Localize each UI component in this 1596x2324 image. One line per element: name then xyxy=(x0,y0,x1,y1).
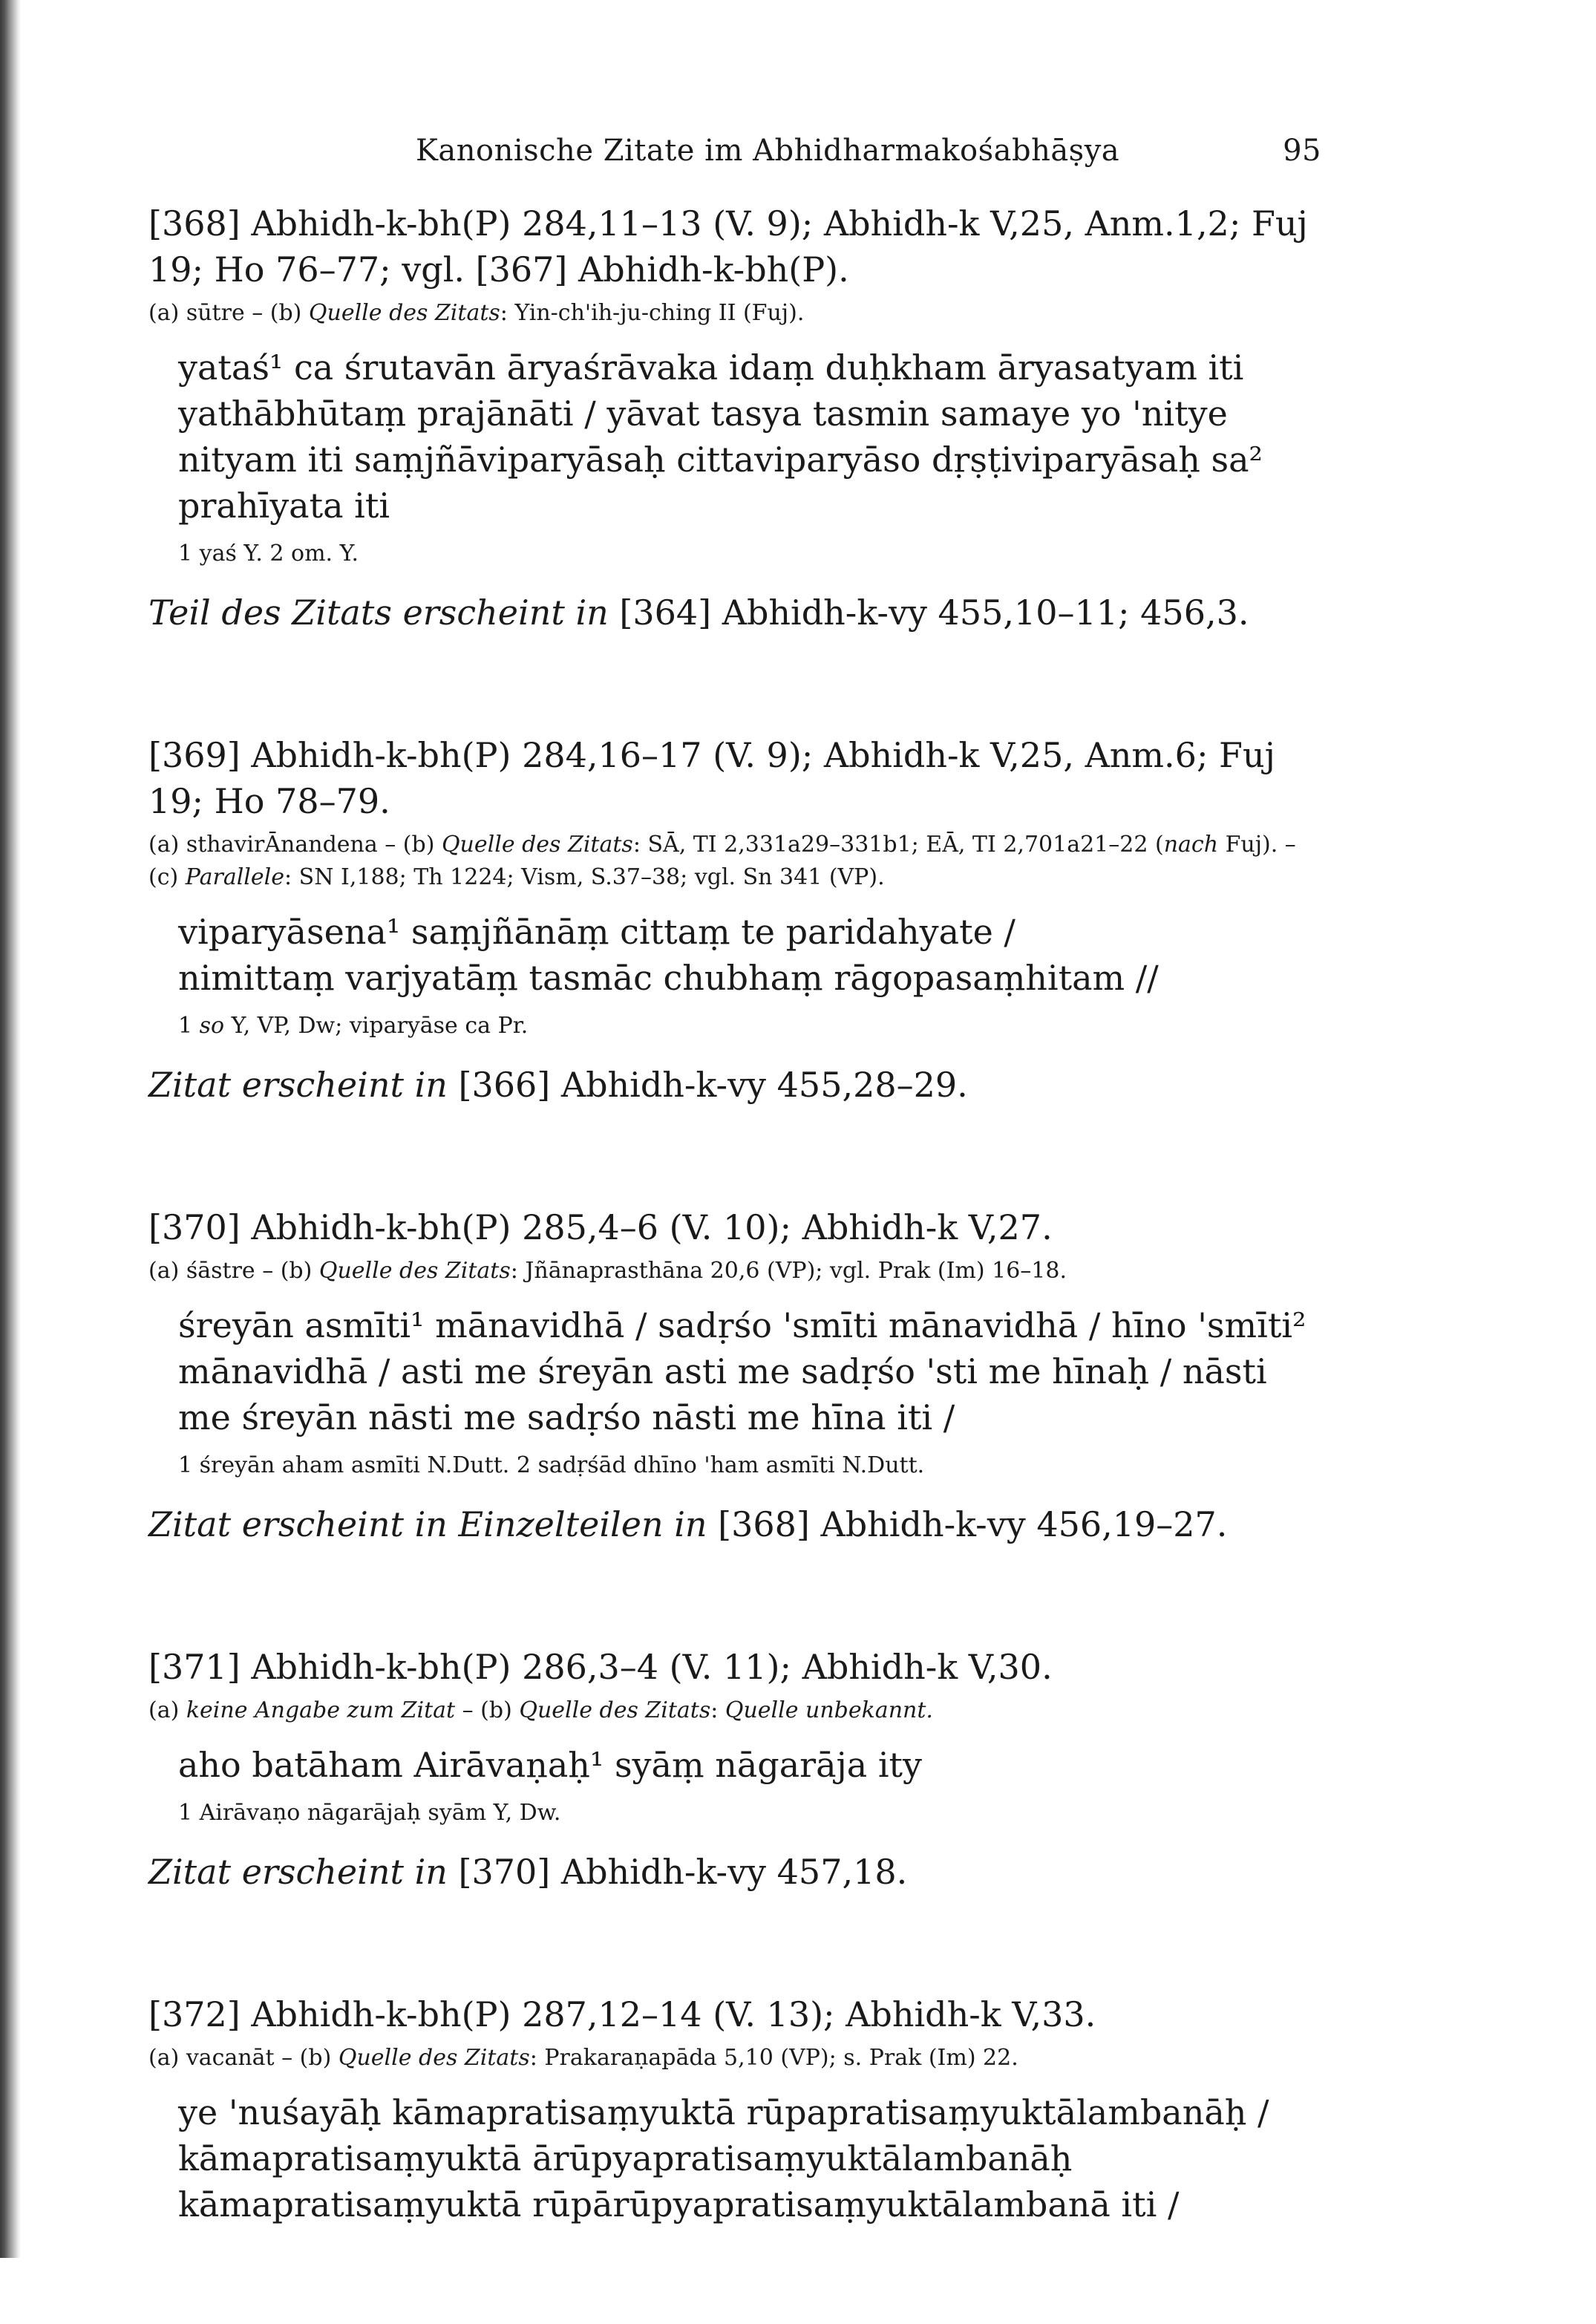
entry-370 xyxy=(148,1204,1329,1547)
entry-reference: [370] Abhidh-k-bh(P) 285,4–6 (V. 10); Abhidh-k V,27. xyxy=(148,1207,1053,1247)
verse-line: nimittaṃ varjyatāṃ tasmāc chubhaṃ rāgopasaṃhitam // xyxy=(178,958,1159,998)
entry-reference: [369] Abhidh-k-bh(P) 284,16–17 (V. 9); Abhidh-k V,25, Anm.6; Fuj 19; Ho 78–79. xyxy=(148,735,1275,821)
entry-meta: (a) keine Angabe zum Zitat – (b) Quelle des Zitats: Quelle unbekannt. xyxy=(148,1697,933,1723)
appears-in: Zitat erscheint in [370] Abhidh-k-vy 457,18. xyxy=(148,1852,908,1892)
entry-369 xyxy=(148,732,1329,1108)
entry-meta: (a) śāstre – (b) Quelle des Zitats: Jñānaprasthāna 20,6 (VP); vgl. Prak (Im) 16–18. xyxy=(148,1258,1067,1284)
footnote: 1 yaś Y. 2 om. Y. xyxy=(178,541,359,567)
entry-368 xyxy=(148,200,1329,636)
entry-372 xyxy=(148,1991,1329,2227)
page-number: 95 xyxy=(1283,134,1321,168)
entry-reference: [372] Abhidh-k-bh(P) 287,12–14 (V. 13); Abhidh-k V,33. xyxy=(148,1994,1096,2034)
verse-line: viparyāsena¹ saṃjñānāṃ cittaṃ te paridahyate / xyxy=(178,912,1016,952)
entry-meta: (a) sthavirĀnandena – (b) Quelle des Zitats: SĀ, TI 2,331a29–331b1; EĀ, TI 2,701a21–22 (nach Fuj). – (c) Parallele: SN I,188; Th 1224; Vism, S.37–38; vgl. Sn 341 (VP). xyxy=(148,832,1296,890)
appears-in: Zitat erscheint in [366] Abhidh-k-vy 455,28–29. xyxy=(148,1065,968,1105)
entry-reference: [368] Abhidh-k-bh(P) 284,11–13 (V. 9); Abhidh-k V,25, Anm.1,2; Fuj 19; Ho 76–77; vgl. [367] Abhidh-k-bh(P). xyxy=(148,203,1308,290)
sanskrit-quote: aho batāham Airāvaṇaḥ¹ syāṃ nāgarāja ity xyxy=(178,1745,923,1785)
sanskrit-verse xyxy=(148,909,1329,1001)
running-title: Kanonische Zitate im Abhidharmakośabhāṣya xyxy=(416,134,1120,168)
footnote: 1 Airāvaṇo nāgarājaḥ syām Y, Dw. xyxy=(178,1800,561,1826)
sanskrit-quote: yataś¹ ca śrutavān āryaśrāvaka idaṃ duḥkham āryasatyam iti yathābhūtaṃ prajānāti / yāvat tasya tasmin samaye yo 'nitye nityam iti saṃjñāviparyāsaḥ cittaviparyāso dṛṣṭiviparyāsaḥ sa² prahīyata iti xyxy=(178,347,1263,526)
entry-reference: [371] Abhidh-k-bh(P) 286,3–4 (V. 11); Abhidh-k V,30. xyxy=(148,1647,1053,1687)
page-header xyxy=(416,134,1321,168)
page-body xyxy=(148,200,1329,2324)
footnote: 1 so Y, VP, Dw; viparyāse ca Pr. xyxy=(178,1013,529,1039)
footnote: 1 śreyān aham asmīti N.Dutt. 2 sadṛśād dhīno 'ham asmīti N.Dutt. xyxy=(178,1452,925,1478)
sanskrit-quote: ye 'nuśayāḥ kāmapratisaṃyuktā rūpapratisaṃyuktālambanāḥ / kāmapratisaṃyuktā ārūpyapratisaṃyuktālambanāḥ kāmapratisaṃyuktā rūpārūpyapratisaṃyuktālambanā iti / xyxy=(178,2092,1269,2225)
sanskrit-quote: śreyān asmīti¹ mānavidhā / sadṛśo 'smīti mānavidhā / hīno 'smīti² mānavidhā / asti me śreyān asti me sadṛśo 'sti me hīnaḥ / nāsti me śreyān nāsti me sadṛśo nāsti me hīna iti / xyxy=(178,1305,1306,1437)
scan-edge-shadow xyxy=(0,0,21,2258)
entry-371 xyxy=(148,1644,1329,1895)
entry-meta: (a) vacanāt – (b) Quelle des Zitats: Prakaraṇapāda 5,10 (VP); s. Prak (Im) 22. xyxy=(148,2045,1018,2071)
entry-meta: (a) sūtre – (b) Quelle des Zitats: Yin-ch'ih-ju-ching II (Fuj). xyxy=(148,300,805,326)
appears-in: Zitat erscheint in Einzelteilen in [368] Abhidh-k-vy 456,19–27. xyxy=(148,1504,1228,1544)
appears-in: Teil des Zitats erscheint in [364] Abhidh-k-vy 455,10–11; 456,3. xyxy=(148,593,1249,633)
